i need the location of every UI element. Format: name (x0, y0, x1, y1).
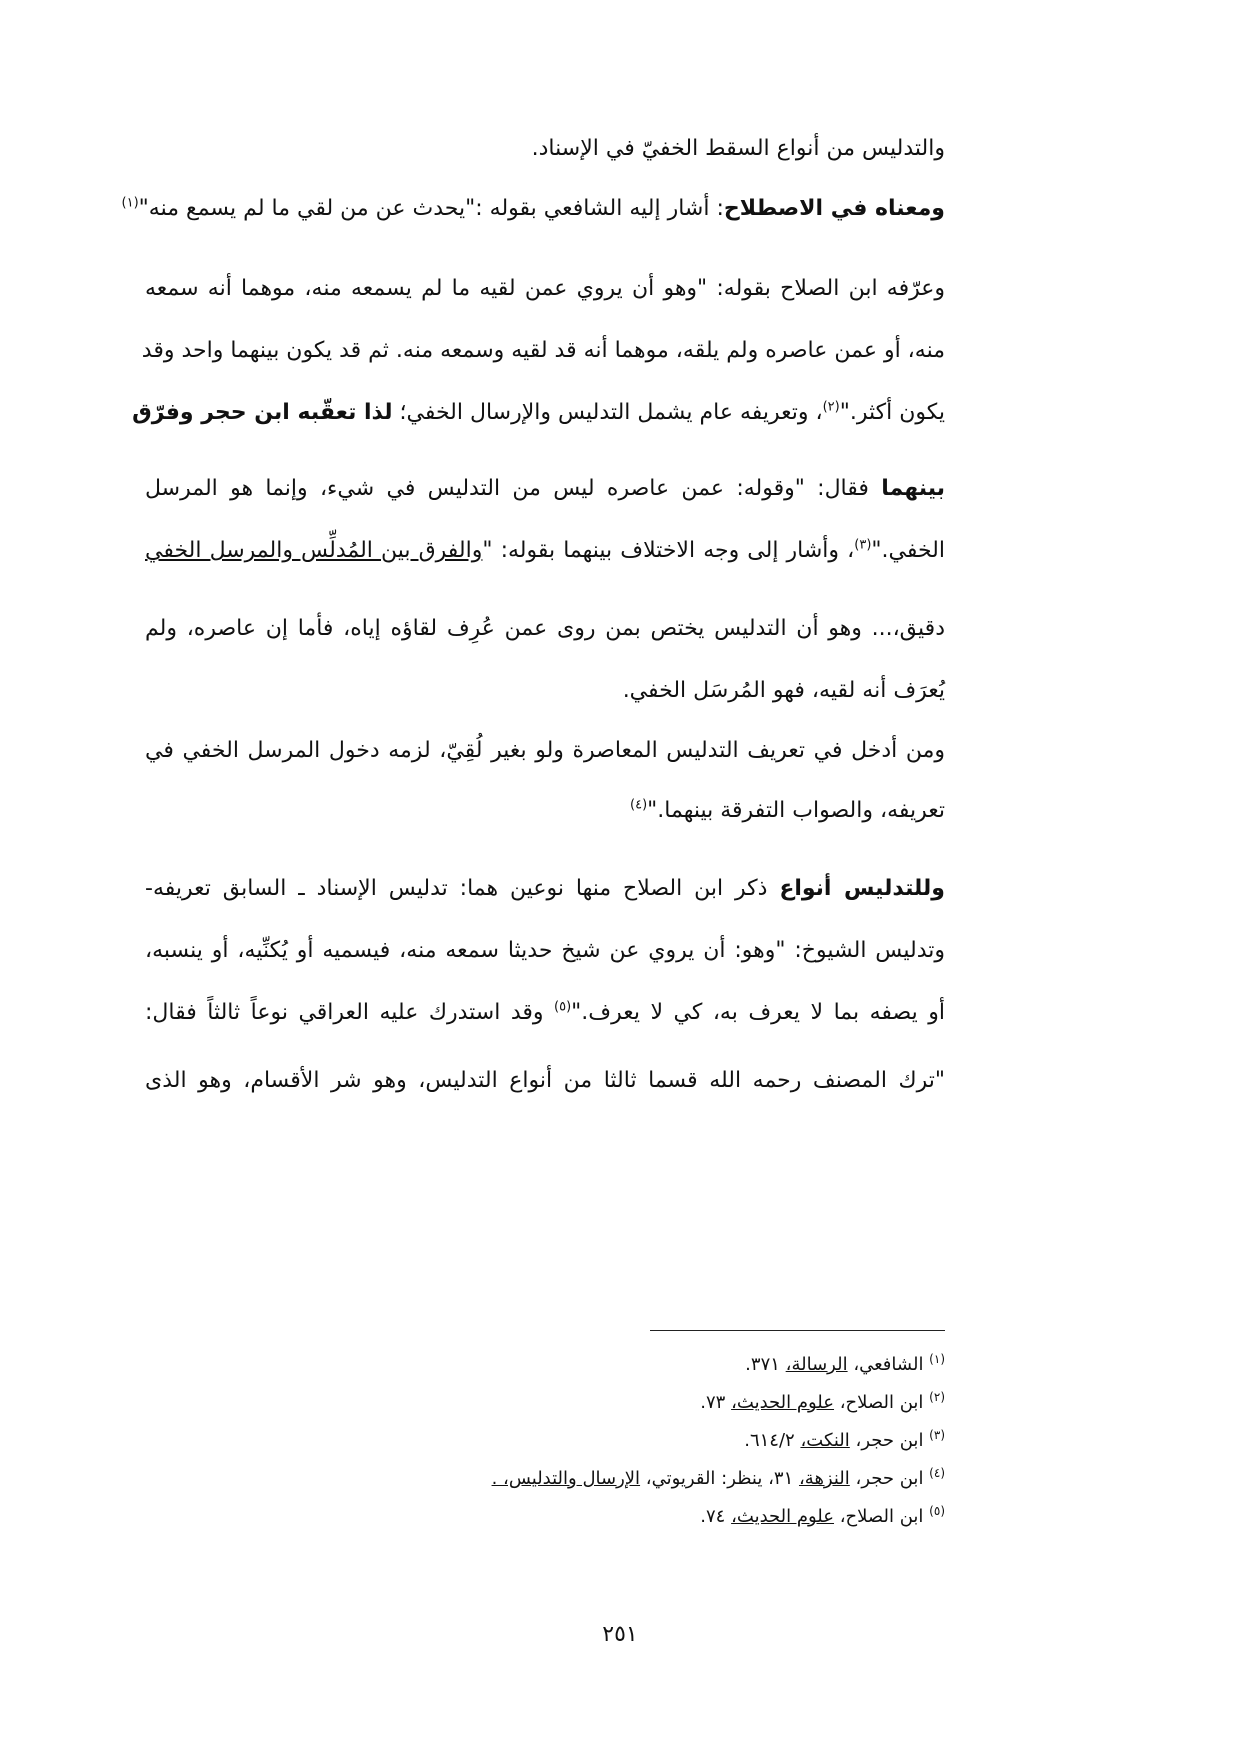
paragraph-line (145, 138, 945, 160)
footnote-number: (١) (929, 1352, 945, 1366)
paragraph-line (145, 1070, 945, 1092)
paragraph-line (145, 478, 945, 500)
footnote-source-title: علوم الحديث، (731, 1506, 835, 1527)
footnote-source-title: علوم الحديث، (731, 1392, 835, 1413)
footnote-ref[interactable]: (٤) (630, 797, 648, 813)
footnote-text: ابن حجر، (849, 1430, 930, 1451)
paragraph-line (145, 878, 945, 900)
paragraph-line (145, 740, 945, 762)
text-run: الخفي." (871, 538, 945, 563)
text-run: وعرّفه ابن الصلاح بقوله: "وهو أن يروي عمن لقيه ما لم يسمعه منه، موهما أنه سمعه (145, 276, 945, 301)
footnote-ref[interactable]: (٥) (554, 999, 572, 1015)
footnote (400, 1428, 945, 1451)
footnote (400, 1466, 945, 1489)
paragraph-line (141, 338, 945, 363)
footnote (400, 1352, 945, 1375)
paragraph-line (145, 797, 945, 823)
footnote-source-title: الإرسال والتدليس، . (491, 1468, 641, 1489)
text-run: وتدليس الشيوخ: "وهو: أن يروي عن شيخ حديثا سمعه منه، فيسميه أو يُكنِّيه، أو ينسبه، (145, 938, 945, 963)
footnote-source-title: النكت، (800, 1430, 850, 1451)
text-run: دقيق،... وهو أن التدليس يختص بمن روى عمن عُرِف لقاؤه إياه، فأما إن عاصره، ولم (145, 616, 945, 641)
bold-text: لذا تعقّبه ابن حجر وفرّق (132, 400, 393, 425)
text-run: : أشار إليه الشافعي بقوله :"يحدث عن من لقي ما لم يسمع منه" (138, 196, 724, 221)
paragraph-line (145, 940, 945, 962)
footnote-number: (٢) (929, 1390, 945, 1404)
footnote-number: (٥) (929, 1504, 945, 1518)
footnote-text: ٦١٤/٢. (744, 1430, 801, 1451)
text-run: يكون أكثر." (839, 400, 945, 425)
page-number: ٢٥١ (602, 1622, 638, 1647)
paragraph-line (145, 537, 945, 563)
footnote (400, 1390, 945, 1413)
text-run: ، وأشار إلى وجه الاختلاف بينهما بقوله: " (482, 538, 855, 563)
paragraph-line (132, 399, 945, 425)
paragraph-line (121, 195, 945, 221)
footnote-ref[interactable]: (٢) (822, 399, 840, 415)
paragraph-line (145, 999, 945, 1025)
footnote-ref[interactable]: (١) (121, 195, 139, 211)
paragraph-line (145, 680, 945, 702)
text-run: ذكر ابن الصلاح منها نوعين هما: تدليس الإسناد ـ السابق تعريفه- (145, 876, 780, 901)
underlined-text: والفرق بين المُدلِّس والمرسل الخفي (145, 538, 483, 563)
footnote-text: الشافعي، (847, 1354, 930, 1375)
text-run: أو يصفه بما لا يعرف به، كي لا يعرف." (571, 1000, 945, 1025)
footnote-source-title: الرسالة، (785, 1354, 848, 1375)
footnote-text: ابن حجر، (849, 1468, 930, 1489)
footnote-source-title: النزهة، (798, 1468, 850, 1489)
bold-heading: ومعناه في الاصطلاح (723, 196, 945, 221)
footnote-number: (٤) (929, 1466, 945, 1480)
footnote-text: ابن الصلاح، (834, 1506, 930, 1527)
footnote-text: ٧٣. (700, 1392, 732, 1413)
text-run: وقد استدرك عليه العراقي نوعاً ثالثاً فقال: (145, 1000, 555, 1025)
paragraph-line (145, 618, 945, 640)
text-run: فقال: "وقوله: عمن عاصره ليس من التدليس في شيء، وإنما هو المرسل (145, 476, 882, 501)
footnote-text: ٣٧١. (745, 1354, 786, 1375)
footnote-text: ٧٤. (700, 1506, 732, 1527)
text-run: ومن أدخل في تعريف التدليس المعاصرة ولو بغير لُقِيّ، لزمه دخول المرسل الخفي في (145, 738, 945, 763)
footnote-number: (٣) (929, 1428, 945, 1442)
footnote-separator (650, 1330, 945, 1331)
text-run: منه، أو عمن عاصره ولم يلقه، موهما أنه قد لقيه وسمعه منه. ثم قد يكون بينهما واحد وقد (141, 338, 945, 363)
text-run: ، وتعريفه عام يشمل التدليس والإرسال الخفي؛ (392, 400, 823, 425)
text-run: يُعرَف أنه لقيه، فهو المُرسَل الخفي. (622, 678, 945, 703)
text-run: "ترك المصنف رحمه الله قسما ثالثا من أنواع التدليس، وهو شر الأقسام، وهو الذى (145, 1068, 945, 1093)
footnote (400, 1504, 945, 1527)
footnote-text: ابن الصلاح، (834, 1392, 930, 1413)
text-run: والتدليس من أنواع السقط الخفيّ في الإسناد. (531, 136, 945, 161)
bold-text: وللتدليس أنواع (779, 876, 945, 901)
footnote-ref[interactable]: (٣) (854, 537, 872, 553)
paragraph-line (145, 278, 945, 300)
footnote-text: ٣١، ينظر: القريوتي، (640, 1468, 799, 1489)
bold-text: بينهما (881, 476, 945, 501)
text-run: تعريفه، والصواب التفرقة بينهما." (647, 798, 945, 823)
